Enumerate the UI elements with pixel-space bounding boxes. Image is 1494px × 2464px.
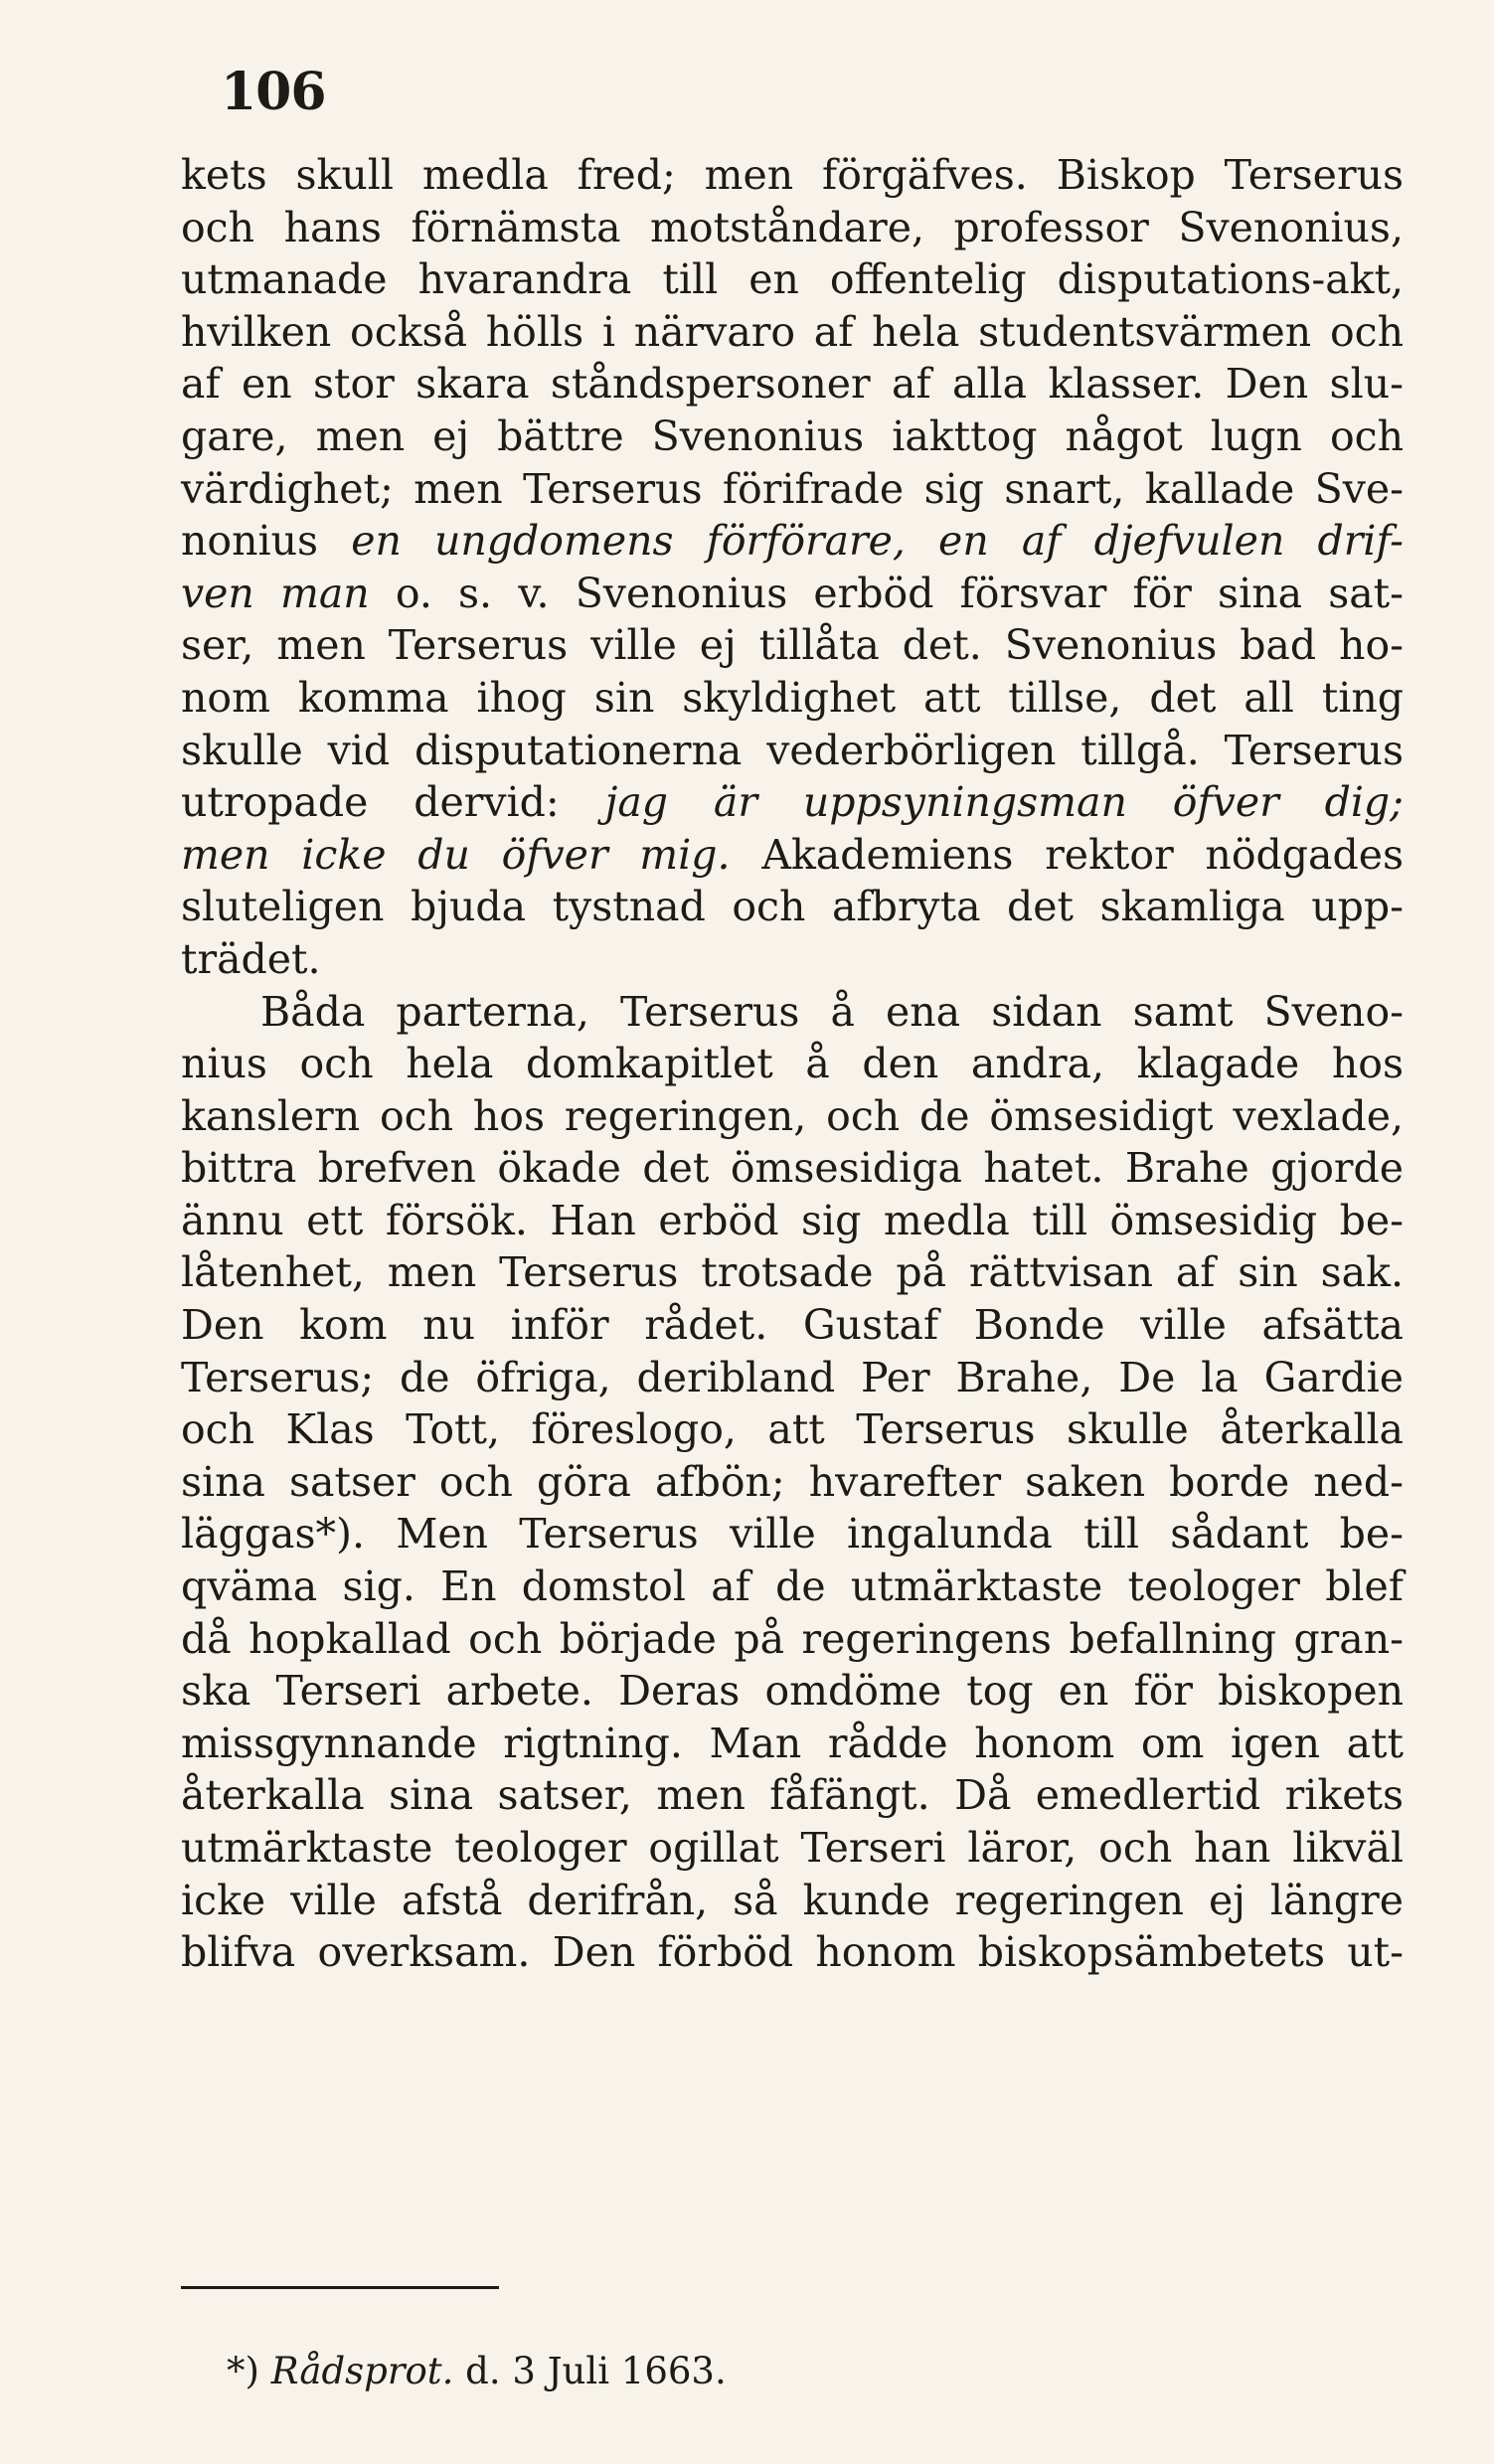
line-text: nom komma ihog sin skyldighet att tillse, det all ting bbox=[181, 673, 1404, 722]
text-line bbox=[181, 933, 1404, 986]
text-line bbox=[181, 1038, 1404, 1090]
line-text: nonius bbox=[181, 517, 352, 566]
text-line bbox=[181, 358, 1404, 411]
line-text: missgynnande rigtning. Man rådde honom om igen att bbox=[181, 1719, 1404, 1767]
text-line bbox=[181, 1195, 1404, 1247]
line-text: utropade dervid: bbox=[181, 778, 605, 827]
text-line bbox=[181, 202, 1404, 254]
text-line bbox=[181, 253, 1404, 306]
line-text: återkalla sina satser, men fåfängt. Då emedlertid rikets bbox=[181, 1771, 1404, 1820]
line-text: nius och hela domkapitlet å den andra, klagade hos bbox=[181, 1040, 1404, 1088]
line-text: utmanade hvarandra till en offentelig disputations-akt, bbox=[181, 255, 1404, 304]
text-line bbox=[181, 463, 1404, 516]
text-line bbox=[181, 1822, 1404, 1875]
text-line bbox=[181, 1613, 1404, 1666]
text-line bbox=[181, 306, 1404, 359]
text-line bbox=[181, 1352, 1404, 1404]
text-line bbox=[181, 776, 1404, 829]
footnote-marker: *) bbox=[227, 2350, 271, 2392]
text-line bbox=[181, 1665, 1404, 1718]
line-text: Den kom nu inför rådet. Gustaf Bonde ville afsätta bbox=[181, 1301, 1404, 1350]
footnote bbox=[227, 2346, 727, 2397]
emphasized-text: ven man bbox=[181, 569, 370, 617]
text-line bbox=[181, 1090, 1404, 1143]
text-line bbox=[181, 1142, 1404, 1195]
line-text: låtenhet, men Terserus trotsade på rättvisan af sin sak. bbox=[181, 1248, 1404, 1297]
line-text: Båda parterna, Terserus å ena sidan samt Sveno- bbox=[260, 987, 1404, 1036]
line-text: trädet. bbox=[181, 934, 321, 983]
line-text: Terserus; de öfriga, deribland Per Brahe, De la Gardie bbox=[181, 1353, 1404, 1401]
text-line bbox=[181, 1769, 1404, 1822]
text-line bbox=[181, 1508, 1404, 1561]
page-number: 106 bbox=[221, 62, 326, 122]
text-line bbox=[181, 1456, 1404, 1509]
text-line bbox=[181, 986, 1404, 1039]
text-line bbox=[181, 1926, 1404, 1979]
text-line bbox=[181, 619, 1404, 672]
line-text: sluteligen bjuda tystnad och afbryta det skamliga upp- bbox=[181, 883, 1404, 931]
line-text: gare, men ej bättre Svenonius iakttog något lugn och bbox=[181, 411, 1404, 460]
line-text: sina satser och göra afbön; hvarefter saken borde ned- bbox=[181, 1457, 1404, 1506]
text-line bbox=[181, 149, 1404, 202]
footnote-date: d. 3 Juli 1663. bbox=[453, 2350, 727, 2392]
line-text: Akademiens rektor nödgades bbox=[730, 830, 1405, 879]
line-text: af en stor skara ståndspersoner af alla klasser. Den slu- bbox=[181, 360, 1404, 409]
line-text: och Klas Tott, föreslogo, att Terserus skulle återkalla bbox=[181, 1405, 1404, 1454]
text-line bbox=[181, 515, 1404, 568]
text-line bbox=[181, 411, 1404, 463]
line-text: utmärktaste teologer ogillat Terseri läror, och han likväl bbox=[181, 1824, 1404, 1872]
text-line bbox=[181, 829, 1404, 882]
line-text: skulle vid disputationerna vederbörligen tillgå. Terserus bbox=[181, 726, 1404, 774]
text-line bbox=[181, 1299, 1404, 1352]
line-text: icke ville afstå derifrån, så kunde regeringen ej längre bbox=[181, 1876, 1404, 1924]
text-line bbox=[181, 725, 1404, 777]
line-text: kanslern och hos regeringen, och de ömsesidigt vexlade, bbox=[181, 1091, 1404, 1140]
emphasized-text: men icke du öfver mig. bbox=[181, 830, 731, 879]
text-line bbox=[181, 1561, 1404, 1613]
line-text: bittra brefven ökade det ömsesidiga hatet. Brahe gjorde bbox=[181, 1144, 1404, 1193]
text-line bbox=[181, 1718, 1404, 1770]
line-text: o. s. v. Svenonius erböd försvar för sina sat- bbox=[369, 569, 1405, 617]
line-text: qväma sig. En domstol af de utmärktaste teologer blef bbox=[181, 1562, 1404, 1611]
line-text: hvilken också hölls i närvaro af hela studentsvärmen och bbox=[181, 307, 1404, 356]
footnote-divider bbox=[181, 2286, 499, 2289]
text-line bbox=[181, 1403, 1404, 1456]
emphasized-text: jag är uppsyningsman öfver dig; bbox=[604, 778, 1404, 827]
line-text: värdighet; men Terserus förifrade sig snart, kallade Sve- bbox=[181, 464, 1404, 513]
text-line bbox=[181, 1246, 1404, 1299]
emphasized-text: en ungdomens förförare, en af djefvulen drif- bbox=[351, 517, 1404, 566]
text-line bbox=[181, 1875, 1404, 1927]
footnote-source: Rådsprot. bbox=[270, 2350, 454, 2392]
line-text: ser, men Terserus ville ej tillåta det. Svenonius bad ho- bbox=[181, 621, 1404, 670]
line-text: kets skull medla fred; men förgäfves. Biskop Terserus bbox=[181, 151, 1404, 199]
text-line bbox=[181, 672, 1404, 725]
line-text: ännu ett försök. Han erböd sig medla till ömsesidig be- bbox=[181, 1196, 1404, 1244]
body-text bbox=[181, 149, 1404, 1979]
text-line bbox=[181, 881, 1404, 933]
line-text: ska Terseri arbete. Deras omdöme tog en för biskopen bbox=[181, 1667, 1404, 1716]
line-text: läggas*). Men Terserus ville ingalunda till sådant be- bbox=[181, 1510, 1404, 1559]
text-line bbox=[181, 568, 1404, 620]
line-text: och hans förnämsta motståndare, professor Svenonius, bbox=[181, 203, 1404, 251]
line-text: blifva overksam. Den förböd honom biskopsämbetets ut- bbox=[181, 1928, 1404, 1977]
line-text: då hopkallad och började på regeringens befallning gran- bbox=[181, 1614, 1404, 1663]
